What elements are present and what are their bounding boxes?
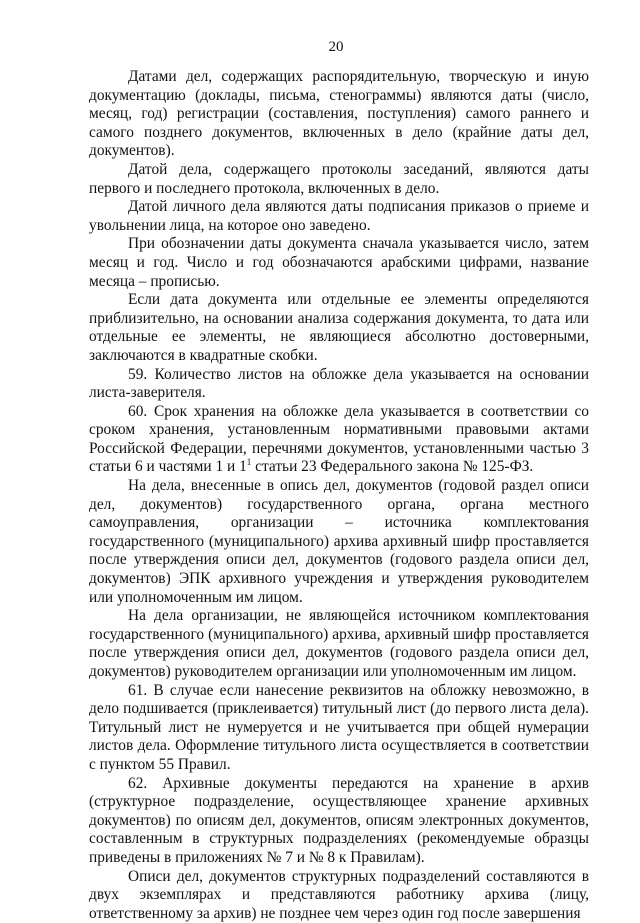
paragraph-61-title-sheet: 61. В случае если нанесение реквизитов на обложку невозможно, в дело подшивается (приклеивается) титульный лист (до первого листа дела). Титульный лист не нумеруется и не учитывается при общей нумерации листов дела. Оформление титульного листа осуществляется в соответствии с пунктом 55 Правил. bbox=[89, 681, 589, 773]
paragraph-62-archive-transfer: 62. Архивные документы передаются на хранение в архив (структурное подразделение, осуществляющее хранение архивных документов) по описям дел, документов, описям электронных документов, составленным в структурных подразделениях (рекомендуемые образцы приведены в приложениях № 7 и № 8 к Правилам). bbox=[89, 774, 589, 866]
page-number: 20 bbox=[328, 39, 344, 55]
paragraph-inventory-copies: Описи дел, документов структурных подразделений составляются в двух экземплярах и представляются работнику архива (лицу, ответственному за архив) не позднее чем через один год после завершения bbox=[89, 867, 589, 922]
paragraph-protocol-dates: Датой дела, содержащего протоколы заседаний, являются даты первого и последнего протокола, включенных в дело. bbox=[89, 160, 589, 197]
paragraph-archive-cipher-organization: На дела организации, не являющейся источником комплектования государственного (муниципального) архива, архивный шифр проставляется после утверждения описи дел, документов (годового раздела описи дел, документов) руководителем организации или уполномоченным им лицом. bbox=[89, 607, 589, 680]
paragraph-60-text-end: статьи 23 Федерального закона № 125-ФЗ. bbox=[251, 458, 534, 476]
paragraph-60-text-start: 60. Срок хранения на обложке дела указывается в соответствии со сроком хранения, установленным нормативными правовыми актами Российской Федерации, перечнями документов, установленными частью 3 статьи 6 и частями 1 и 1 bbox=[89, 402, 589, 476]
paragraph-approximate-dates: Если дата документа или отдельные ее элементы определяются приблизительно, на основании анализа содержания документа, то дата или отдельные ее элементы, не являющиеся абсолютно достоверными, заключаются в квадратные скобки. bbox=[89, 291, 589, 364]
paragraph-archive-cipher-state: На дела, внесенные в опись дел, документов (годовой раздел описи дел, документов) государственного органа, органа местного самоуправления, организации – источника комплектования государственного (муниципального) архива архивный шифр проставляется после утверждения описи дел, документов (годового раздела описи дел, документов) ЭПК архивного учреждения и утверждения руководителем или уполномоченным им лицом. bbox=[89, 477, 589, 606]
document-body bbox=[89, 68, 589, 923]
paragraph-personal-file-dates: Датой личного дела являются даты подписания приказов о приеме и увольнении лица, на которое оно заведено. bbox=[89, 198, 589, 234]
paragraph-60-storage-period bbox=[89, 403, 589, 477]
paragraph-60-superscript: 1 bbox=[246, 457, 252, 468]
paragraph-case-dates: Датами дел, содержащих распорядительную, творческую и иную документацию (доклады, письма, стенограммы) являются даты (число, месяц, год) регистрации (составления, поступления) самого раннего и самого позднего документов, включенных в дело (крайние даты дел, документов). bbox=[89, 68, 589, 160]
paragraph-date-format: При обозначении даты документа сначала указывается число, затем месяц и год. Число и год обозначаются арабскими цифрами, название месяца – прописью. bbox=[89, 235, 589, 290]
paragraph-59-sheet-count: 59. Количество листов на обложке дела указывается на основании листа-заверителя. bbox=[89, 365, 589, 402]
